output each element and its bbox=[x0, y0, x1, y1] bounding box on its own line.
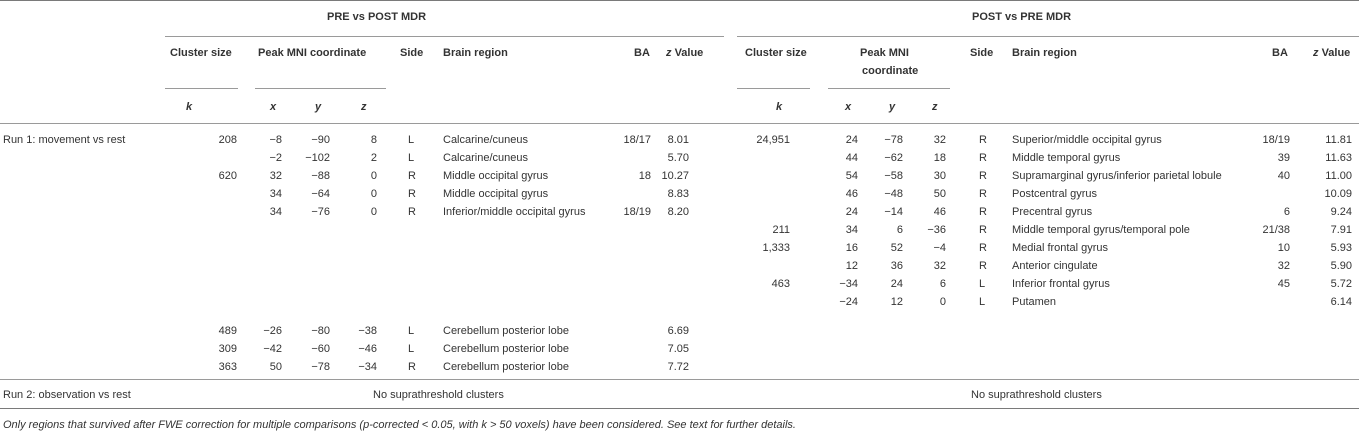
cell-x: 16 bbox=[845, 242, 858, 254]
group-rule-right bbox=[737, 36, 1359, 37]
cell-side: L bbox=[408, 343, 415, 355]
header-z-value-z: z bbox=[666, 47, 672, 59]
cell-k: 211 bbox=[772, 224, 790, 236]
cell-ba: 40 bbox=[1277, 170, 1290, 182]
cell-side: R bbox=[408, 206, 416, 218]
cell-y: −102 bbox=[305, 152, 330, 164]
cell-x: −24 bbox=[839, 296, 858, 308]
cell-x: 54 bbox=[845, 170, 858, 182]
cell-y: 24 bbox=[890, 278, 903, 290]
cell-k: 208 bbox=[218, 134, 237, 146]
subheader-z-left: z bbox=[361, 101, 367, 113]
run-2-label: Run 2: observation vs rest bbox=[3, 389, 131, 401]
cell-x: −8 bbox=[269, 134, 282, 146]
cell-region: Cerebellum posterior lobe bbox=[443, 361, 569, 373]
cell-k: 489 bbox=[218, 325, 237, 337]
cell-side: R bbox=[979, 152, 987, 164]
header-bottom-rule bbox=[0, 123, 1359, 124]
cell-side: R bbox=[979, 134, 987, 146]
header-z-value-word: Value bbox=[1321, 47, 1351, 59]
cell-zv: 6.14 bbox=[1330, 296, 1352, 308]
cell-ba: 6 bbox=[1283, 206, 1290, 218]
header-cluster-size-left: Cluster size bbox=[170, 47, 232, 59]
subheader-y-left: y bbox=[315, 101, 322, 113]
cell-k: 463 bbox=[771, 278, 790, 290]
cell-x: −34 bbox=[839, 278, 858, 290]
cell-region: Cerebellum posterior lobe bbox=[443, 325, 569, 337]
header-z-value-z: z bbox=[1313, 47, 1319, 59]
cell-x: 34 bbox=[269, 188, 282, 200]
cell-y: 12 bbox=[890, 296, 903, 308]
cell-k: 363 bbox=[218, 361, 237, 373]
cell-region: Middle temporal gyrus/temporal pole bbox=[1012, 224, 1190, 236]
cell-side: R bbox=[408, 188, 416, 200]
cell-zv: 8.01 bbox=[667, 134, 689, 146]
cell-x: 24 bbox=[845, 134, 858, 146]
cell-z: 0 bbox=[370, 170, 377, 182]
cell-zv: 10.09 bbox=[1324, 188, 1352, 200]
cell-x: 12 bbox=[845, 260, 858, 272]
footnote: Only regions that survived after FWE correction for multiple comparisons (p-corrected < 0.05, with k > 50 voxels) have been considered. See text for further details. bbox=[3, 419, 796, 431]
cell-z: −38 bbox=[358, 325, 377, 337]
cell-x: −26 bbox=[263, 325, 282, 337]
cell-ba: 10 bbox=[1277, 242, 1290, 254]
no-clusters-right: No suprathreshold clusters bbox=[971, 389, 1102, 401]
subheader-rule-xyz-right bbox=[828, 88, 950, 89]
cell-y: −48 bbox=[884, 188, 903, 200]
header-brain-region-right: Brain region bbox=[1012, 47, 1077, 59]
subheader-rule-k-right bbox=[737, 88, 810, 89]
cell-y: −60 bbox=[311, 343, 330, 355]
cell-z: 50 bbox=[933, 188, 946, 200]
cell-y: −80 bbox=[311, 325, 330, 337]
cell-y: 52 bbox=[890, 242, 903, 254]
header-peak-mni-right-2: coordinate bbox=[862, 65, 919, 77]
cell-z: 2 bbox=[370, 152, 377, 164]
subheader-z-right: z bbox=[932, 101, 938, 113]
header-side-right: Side bbox=[970, 47, 994, 59]
cell-x: 34 bbox=[845, 224, 858, 236]
cell-zv: 8.20 bbox=[667, 206, 689, 218]
subheader-x-right: x bbox=[845, 101, 852, 113]
cell-x: 24 bbox=[845, 206, 858, 218]
cell-zv: 6.69 bbox=[667, 325, 689, 337]
cell-z: 6 bbox=[939, 278, 946, 290]
cell-side: R bbox=[408, 170, 416, 182]
no-clusters-left: No suprathreshold clusters bbox=[373, 389, 504, 401]
cell-y: −58 bbox=[884, 170, 903, 182]
cell-region: Putamen bbox=[1012, 296, 1057, 308]
cell-z: −34 bbox=[358, 361, 377, 373]
cell-region: Middle occipital gyrus bbox=[443, 170, 549, 182]
cell-side: R bbox=[979, 206, 987, 218]
cell-y: −14 bbox=[884, 206, 903, 218]
cell-x: 32 bbox=[269, 170, 282, 182]
cell-k: 620 bbox=[218, 170, 237, 182]
cell-ba: 45 bbox=[1277, 278, 1290, 290]
cell-side: L bbox=[979, 278, 986, 290]
cell-z: −46 bbox=[358, 343, 377, 355]
cell-x: −42 bbox=[263, 343, 282, 355]
cell-z: 8 bbox=[370, 134, 377, 146]
cell-z: 32 bbox=[933, 260, 946, 272]
cell-z: 32 bbox=[933, 134, 946, 146]
cell-z: 30 bbox=[933, 170, 946, 182]
cell-z: 0 bbox=[370, 188, 377, 200]
cell-x: 34 bbox=[269, 206, 282, 218]
header-peak-mni-left: Peak MNI coordinate bbox=[258, 47, 367, 59]
cell-region: Supramarginal gyrus/inferior parietal lobule bbox=[1012, 170, 1222, 182]
cell-ba: 18/19 bbox=[1262, 134, 1290, 146]
cell-y: 36 bbox=[890, 260, 903, 272]
cell-zv: 5.72 bbox=[1330, 278, 1352, 290]
cell-region: Calcarine/cuneus bbox=[443, 152, 528, 164]
cell-x: 50 bbox=[269, 361, 282, 373]
cell-zv: 7.05 bbox=[667, 343, 689, 355]
cell-region: Anterior cingulate bbox=[1012, 260, 1098, 272]
cell-zv: 5.93 bbox=[1330, 242, 1352, 254]
cell-ba: 18/17 bbox=[623, 134, 651, 146]
cell-side: R bbox=[979, 260, 987, 272]
subheader-k-right: k bbox=[776, 101, 783, 113]
cell-region: Middle occipital gyrus bbox=[443, 188, 549, 200]
cell-y: −76 bbox=[311, 206, 330, 218]
table-top-rule bbox=[0, 0, 1359, 1]
subheader-k-left: k bbox=[186, 101, 193, 113]
cell-zv: 5.90 bbox=[1330, 260, 1352, 272]
cell-zv: 10.27 bbox=[661, 170, 689, 182]
cell-side: L bbox=[408, 134, 415, 146]
run-separator-rule bbox=[0, 379, 1359, 380]
header-z-value-right bbox=[1313, 47, 1350, 60]
cell-x: 44 bbox=[845, 152, 858, 164]
cell-side: L bbox=[408, 152, 415, 164]
cell-ba: 18 bbox=[638, 170, 651, 182]
header-brain-region-left: Brain region bbox=[443, 47, 508, 59]
cell-y: −78 bbox=[884, 134, 903, 146]
group-rule-left bbox=[165, 36, 724, 37]
cell-zv: 11.63 bbox=[1325, 152, 1352, 164]
cell-zv: 7.91 bbox=[1330, 224, 1352, 236]
header-ba-right: BA bbox=[1272, 47, 1288, 59]
cell-k: 309 bbox=[218, 343, 237, 355]
cell-region: Middle temporal gyrus bbox=[1012, 152, 1121, 164]
cell-x: 46 bbox=[845, 188, 858, 200]
subheader-rule-xyz-left bbox=[255, 88, 386, 89]
cell-region: Inferior/middle occipital gyrus bbox=[443, 206, 586, 218]
subheader-y-right: y bbox=[889, 101, 896, 113]
cell-k: 1,333 bbox=[762, 242, 790, 254]
cell-side: R bbox=[979, 170, 987, 182]
cell-x: −2 bbox=[269, 152, 282, 164]
cell-y: −62 bbox=[884, 152, 903, 164]
cell-z: 18 bbox=[933, 152, 946, 164]
cell-y: −88 bbox=[311, 170, 330, 182]
cell-side: R bbox=[408, 361, 416, 373]
cell-region: Postcentral gyrus bbox=[1012, 188, 1097, 200]
header-side-left: Side bbox=[400, 47, 424, 59]
cell-z: −36 bbox=[927, 224, 946, 236]
cell-region: Superior/middle occipital gyrus bbox=[1012, 134, 1162, 146]
cell-region: Precentral gyrus bbox=[1012, 206, 1093, 218]
cell-z: −4 bbox=[933, 242, 946, 254]
header-z-value-word: Value bbox=[674, 47, 704, 59]
cell-z: 0 bbox=[370, 206, 377, 218]
group-header-pre-post: PRE vs POST MDR bbox=[327, 11, 427, 23]
header-cluster-size-right: Cluster size bbox=[745, 47, 807, 59]
cell-z: 46 bbox=[933, 206, 946, 218]
header-ba-left: BA bbox=[634, 47, 650, 59]
cell-side: R bbox=[979, 188, 987, 200]
cell-side: R bbox=[979, 224, 987, 236]
cell-ba: 39 bbox=[1277, 152, 1290, 164]
cell-y: −78 bbox=[311, 361, 330, 373]
cell-ba: 18/19 bbox=[623, 206, 651, 218]
cell-region: Medial frontal gyrus bbox=[1012, 242, 1108, 254]
cell-y: −64 bbox=[311, 188, 330, 200]
cell-k: 24,951 bbox=[756, 134, 790, 146]
cell-side: R bbox=[979, 242, 987, 254]
cell-side: L bbox=[408, 325, 415, 337]
cell-zv: 8.83 bbox=[667, 188, 689, 200]
table-bottom-rule bbox=[0, 408, 1359, 409]
cell-ba: 21/38 bbox=[1262, 224, 1290, 236]
cell-zv: 5.70 bbox=[667, 152, 689, 164]
cell-side: L bbox=[979, 296, 986, 308]
cell-zv: 11.81 bbox=[1325, 134, 1352, 146]
cell-zv: 11.00 bbox=[1325, 170, 1352, 182]
cell-zv: 7.72 bbox=[667, 361, 689, 373]
cell-region: Inferior frontal gyrus bbox=[1012, 278, 1110, 290]
cell-y: −90 bbox=[311, 134, 330, 146]
cell-z: 0 bbox=[939, 296, 946, 308]
run-1-label: Run 1: movement vs rest bbox=[3, 134, 126, 146]
cell-region: Cerebellum posterior lobe bbox=[443, 343, 569, 355]
cell-ba: 32 bbox=[1277, 260, 1290, 272]
cell-zv: 9.24 bbox=[1330, 206, 1352, 218]
group-header-post-pre: POST vs PRE MDR bbox=[972, 11, 1072, 23]
header-peak-mni-right-1: Peak MNI bbox=[860, 47, 909, 59]
cell-region: Calcarine/cuneus bbox=[443, 134, 528, 146]
subheader-rule-k-left bbox=[165, 88, 238, 89]
header-z-value-left bbox=[666, 47, 703, 60]
cell-y: 6 bbox=[896, 224, 903, 236]
subheader-x-left: x bbox=[270, 101, 277, 113]
